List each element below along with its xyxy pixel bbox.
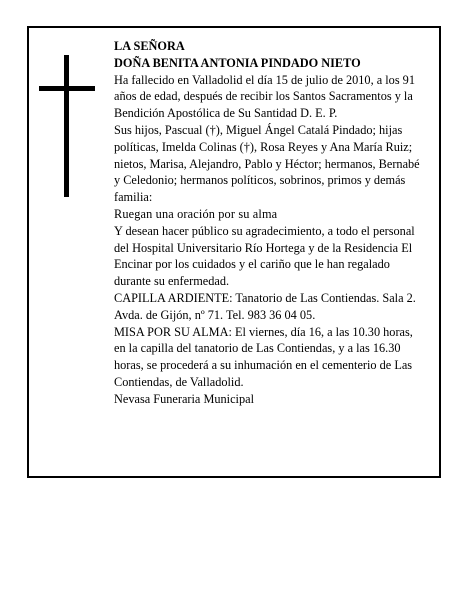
- funeral-home: Nevasa Funeraria Municipal: [114, 391, 254, 406]
- deceased-name: DOÑA BENITA ANTONIA PINDADO NIETO: [114, 55, 361, 70]
- mass-info: MISA POR SU ALMA: El viernes, día 16, a las 10.30 horas, en la capilla del tanatorio de Las Contiendas, y a las 16.30 horas, se procederá a su inhumación en el cementerio de Las Contiendas, de Valladolid.: [114, 324, 413, 389]
- cross-icon: [39, 55, 95, 197]
- family-list: Sus hijos, Pascual (†), Miguel Ángel Catalá Pindado; hijas políticas, Imelda Colinas (†), Rosa Reyes y Ana María Ruiz; nietos, Marisa, Alejandro, Pablo y Héctor; hermanos, Bernabé y Celedonio; hermanos políticos, sobrinos, primos y demás familia:: [114, 122, 420, 205]
- prayer-request: Ruegan una oración por su alma: [114, 206, 278, 221]
- cross-horizontal-bar: [39, 86, 95, 91]
- obituary-text: [114, 38, 422, 408]
- notice-heading-title: LA SEÑORA: [114, 39, 185, 53]
- cross-vertical-bar: [64, 55, 69, 197]
- death-announcement: Ha fallecido en Valladolid el día 15 de julio de 2010, a los 91 años de edad, después de recibir los Santos Sacramentos y la Bendición Apostólica de Su Santidad D. E. P.: [114, 72, 415, 121]
- chapel-info: CAPILLA ARDIENTE: Tanatorio de Las Contiendas. Sala 2. Avda. de Gijón, nº 71. Tel. 983 36 04 05.: [114, 290, 416, 322]
- acknowledgement: Y desean hacer público su agradecimiento, a todo el personal del Hospital Universitario Río Hortega y de la Residencia El Encinar por los cuidados y el cariño que le han regalado durante su enfermedad.: [114, 223, 415, 289]
